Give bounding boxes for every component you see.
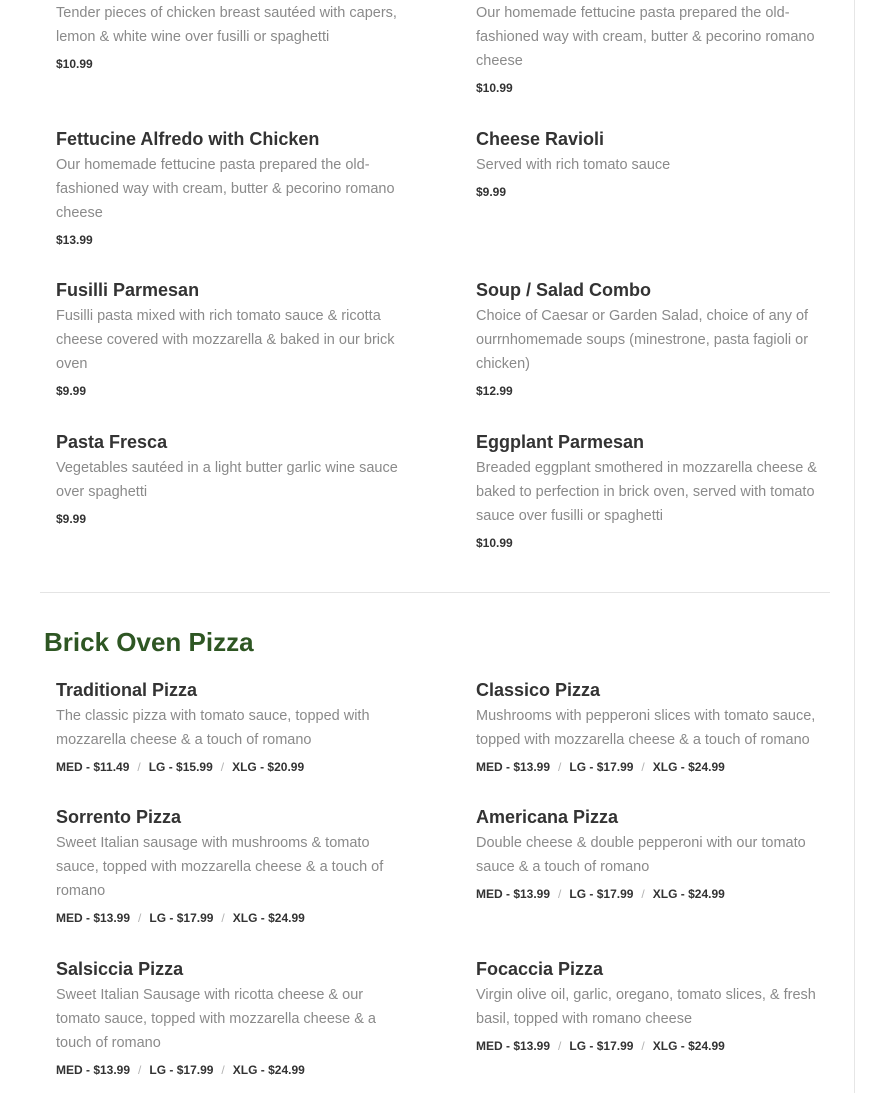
menu-item-fusilli-parmesan [56, 279, 406, 399]
item-title: Classico Pizza [476, 680, 601, 700]
price-separator: / [641, 760, 645, 774]
content-right-border [854, 0, 855, 1093]
menu-item-alfredo-chicken [56, 128, 406, 248]
menu-item-cheese-ravioli [476, 128, 826, 200]
menu-item-traditional-pizza [56, 679, 406, 775]
item-title: Pasta Fresca [56, 432, 168, 452]
price-medium: MED - $13.99 [476, 1039, 551, 1053]
price-extra-large: XLG - $24.99 [232, 911, 305, 925]
item-description: Sweet Italian Sausage with ricotta cheese & our tomato sauce, topped with mozzarella cheese & a touch of romano [56, 987, 376, 1051]
price-large: LG - $15.99 [148, 760, 213, 774]
section-title-brick-oven-pizza: Brick Oven Pizza [44, 627, 254, 657]
item-title: Focaccia Pizza [476, 959, 604, 979]
item-description: Virgin olive oil, garlic, oregano, tomato slices, & fresh basil, topped with romano cheese [476, 987, 816, 1027]
item-description: Vegetables sautéed in a light butter garlic wine sauce over spaghetti [56, 460, 398, 500]
price-extra-large: XLG - $24.99 [652, 887, 725, 901]
price-medium: MED - $13.99 [56, 911, 131, 925]
item-title: Eggplant Parmesan [476, 432, 645, 452]
item-price-sizes [56, 910, 406, 926]
menu-item-americana-pizza [476, 806, 826, 902]
price-medium: MED - $13.99 [476, 760, 551, 774]
item-description: Breaded eggplant smothered in mozzarella cheese & baked to perfection in brick oven, served with tomato sauce over fusilli or spaghetti [476, 460, 817, 524]
menu-item-sorrento-pizza [56, 806, 406, 926]
item-title: Fusilli Parmesan [56, 280, 200, 300]
price-extra-large: XLG - $20.99 [232, 760, 305, 774]
item-title: Salsiccia Pizza [56, 959, 184, 979]
price-separator: / [558, 887, 562, 901]
menu-item-chicken-capers [56, 1, 406, 72]
section-divider [40, 592, 830, 593]
item-description: Tender pieces of chicken breast sautéed with capers, lemon & white wine over fusilli or spaghetti [56, 5, 397, 45]
price-extra-large: XLG - $24.99 [652, 760, 725, 774]
price-separator: / [137, 760, 141, 774]
item-price-sizes [476, 1038, 826, 1054]
price-separator: / [221, 1063, 225, 1077]
item-price: $9.99 [56, 384, 87, 398]
price-separator: / [221, 911, 225, 925]
price-separator: / [138, 911, 142, 925]
price-large: LG - $17.99 [569, 1039, 634, 1053]
item-price: $9.99 [476, 185, 507, 199]
price-separator: / [558, 1039, 562, 1053]
item-price: $12.99 [476, 384, 513, 398]
item-price-sizes [476, 886, 826, 902]
price-medium: MED - $13.99 [56, 1063, 131, 1077]
item-description: Our homemade fettucine pasta prepared the old-fashioned way with cream, butter & pecorino romano cheese [56, 157, 395, 221]
price-large: LG - $17.99 [569, 760, 634, 774]
menu-item-pasta-fresca [56, 431, 406, 527]
item-price-sizes [56, 1062, 406, 1078]
item-price: $10.99 [56, 57, 93, 71]
item-title: Americana Pizza [476, 807, 619, 827]
menu-item-fettucine-alfredo [476, 1, 826, 96]
item-title: Cheese Ravioli [476, 129, 605, 149]
price-separator: / [558, 760, 562, 774]
item-price-sizes [56, 759, 406, 775]
item-title: Traditional Pizza [56, 680, 198, 700]
price-medium: MED - $11.49 [56, 760, 130, 774]
price-medium: MED - $13.99 [476, 887, 551, 901]
price-separator: / [138, 1063, 142, 1077]
item-description: Mushrooms with pepperoni slices with tomato sauce, topped with mozzarella cheese & a touch of romano [476, 708, 816, 748]
item-description: Fusilli pasta mixed with rich tomato sauce & ricotta cheese covered with mozzarella & baked in our brick oven [56, 308, 395, 372]
price-extra-large: XLG - $24.99 [232, 1063, 305, 1077]
item-price-sizes [476, 759, 826, 775]
item-title: Fettucine Alfredo with Chicken [56, 129, 320, 149]
price-separator: / [220, 760, 225, 774]
price-separator: / [641, 887, 645, 901]
price-large: LG - $17.99 [569, 887, 634, 901]
menu-item-eggplant-parmesan [476, 431, 826, 551]
menu-item-focaccia-pizza [476, 958, 826, 1054]
item-description: Our homemade fettucine pasta prepared the old-fashioned way with cream, butter & pecorino romano cheese [476, 5, 815, 69]
item-price: $13.99 [56, 233, 93, 247]
item-price: $10.99 [476, 536, 513, 550]
item-description: Choice of Caesar or Garden Salad, choice of any of ourrnhomemade soups (minestrone, pasta fagioli or chicken) [476, 308, 809, 372]
price-large: LG - $17.99 [149, 911, 214, 925]
menu-item-salsiccia-pizza [56, 958, 406, 1078]
item-description: Double cheese & double pepperoni with our tomato sauce & a touch of romano [476, 835, 806, 875]
item-price: $10.99 [476, 81, 513, 95]
price-extra-large: XLG - $24.99 [652, 1039, 725, 1053]
item-title: Soup / Salad Combo [476, 280, 652, 300]
price-separator: / [641, 1039, 645, 1053]
item-description: Sweet Italian sausage with mushrooms & tomato sauce, topped with mozzarella cheese & a touch of romano [56, 835, 384, 899]
price-large: LG - $17.99 [149, 1063, 214, 1077]
item-description: The classic pizza with tomato sauce, topped with mozzarella cheese & a touch of romano [56, 708, 370, 748]
item-description: Served with rich tomato sauce [476, 157, 671, 173]
menu-item-soup-salad-combo [476, 279, 826, 399]
menu-item-classico-pizza [476, 679, 826, 775]
item-price: $9.99 [56, 512, 87, 526]
item-title: Sorrento Pizza [56, 807, 182, 827]
